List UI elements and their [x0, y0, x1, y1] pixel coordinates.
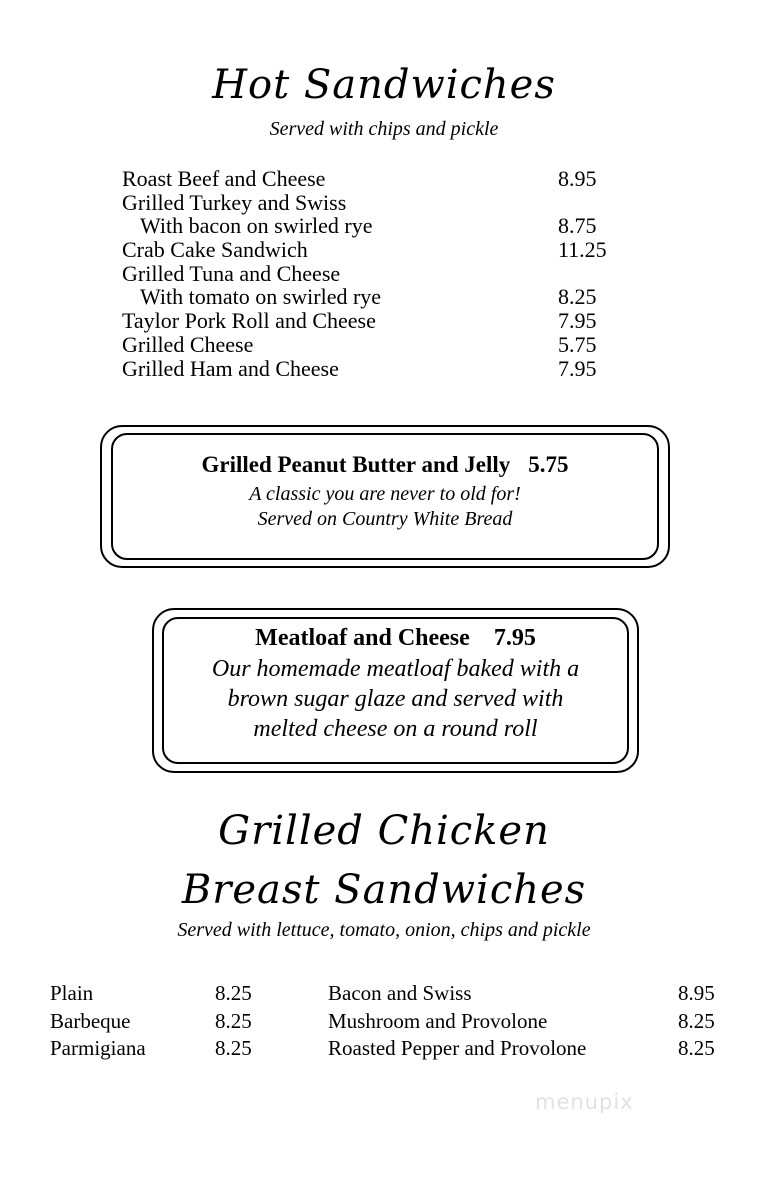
hot-sandwiches-subtitle: Served with chips and pickle — [269, 118, 499, 140]
menupix-watermark: menupix — [535, 1090, 634, 1114]
pbj-name: Grilled Peanut Butter and Jelly — [201, 452, 511, 477]
meatloaf-name: Meatloaf and Cheese — [255, 625, 470, 651]
menu-item — [50, 1035, 252, 1063]
pbj-description-line2: Served on Country White Bread — [257, 508, 513, 530]
meatloaf-description-line1: Our homemade meatloaf baked with a — [211, 656, 580, 682]
item-name: Parmigiana — [50, 1036, 146, 1060]
chicken-subtitle: Served with lettuce, tomato, onion, chips and pickle — [177, 919, 591, 941]
item-name: Grilled Tuna and Cheese — [122, 260, 341, 286]
menu-item — [328, 1008, 715, 1036]
item-name: Taylor Pork Roll and Cheese — [122, 308, 376, 334]
item-name: Roasted Pepper and Provolone — [328, 1036, 587, 1060]
item-name: Crab Cake Sandwich — [122, 237, 308, 263]
meatloaf-description-line2: brown sugar glaze and served with — [227, 686, 564, 712]
menu-item — [50, 1008, 252, 1036]
item-name: Plain — [50, 981, 94, 1005]
pbj-heading — [100, 452, 670, 478]
item-price: 8.25 — [215, 1008, 252, 1033]
item-price: 11.25 — [558, 237, 607, 263]
meatloaf-description-line3: melted cheese on a round roll — [253, 716, 538, 742]
item-name: Grilled Turkey and Swiss — [122, 189, 347, 215]
menu-item — [122, 167, 642, 191]
menu-item — [122, 309, 642, 333]
chicken-list-right — [328, 980, 715, 1063]
menu-item — [122, 285, 642, 309]
menu-item — [328, 980, 715, 1008]
item-name: With bacon on swirled rye — [140, 213, 373, 239]
item-price: 8.25 — [678, 1036, 715, 1060]
item-price: 8.95 — [558, 166, 597, 191]
chicken-title-line1: Grilled Chicken — [218, 808, 550, 854]
menu-item — [122, 214, 642, 238]
item-name: With tomato on swirled rye — [140, 284, 382, 310]
chicken-title-line2: Breast Sandwiches — [181, 867, 587, 913]
menu-item — [122, 333, 642, 357]
hot-sandwiches-list — [122, 167, 642, 380]
item-price: 8.75 — [558, 213, 597, 239]
item-price: 8.25 — [678, 1008, 715, 1033]
menu-item — [328, 1035, 715, 1063]
hot-sandwiches-title: Hot Sandwiches — [212, 62, 556, 108]
menu-item — [122, 238, 642, 262]
item-name: Grilled Cheese — [122, 331, 254, 357]
item-price: 7.95 — [558, 308, 597, 334]
pbj-description-line1: A classic you are never to old for! — [249, 483, 521, 505]
pbj-price: 5.75 — [528, 452, 569, 477]
item-price: 8.95 — [678, 981, 715, 1005]
menu-item — [122, 191, 642, 215]
item-name: Bacon and Swiss — [328, 981, 472, 1005]
item-name: Mushroom and Provolone — [328, 1008, 548, 1033]
menu-item — [122, 357, 642, 381]
item-name: Roast Beef and Cheese — [122, 166, 326, 191]
menu-item — [122, 262, 642, 286]
item-name: Grilled Ham and Cheese — [122, 355, 339, 381]
meatloaf-price: 7.95 — [493, 625, 536, 651]
item-price: 8.25 — [558, 284, 597, 310]
item-price: 7.95 — [558, 355, 597, 381]
chicken-list-left — [50, 980, 252, 1063]
meatloaf-heading — [152, 625, 639, 652]
menu-item — [50, 980, 252, 1008]
item-price: 5.75 — [558, 331, 597, 357]
item-name: Barbeque — [50, 1008, 131, 1033]
item-price: 8.25 — [215, 981, 252, 1005]
item-price: 8.25 — [215, 1036, 252, 1060]
